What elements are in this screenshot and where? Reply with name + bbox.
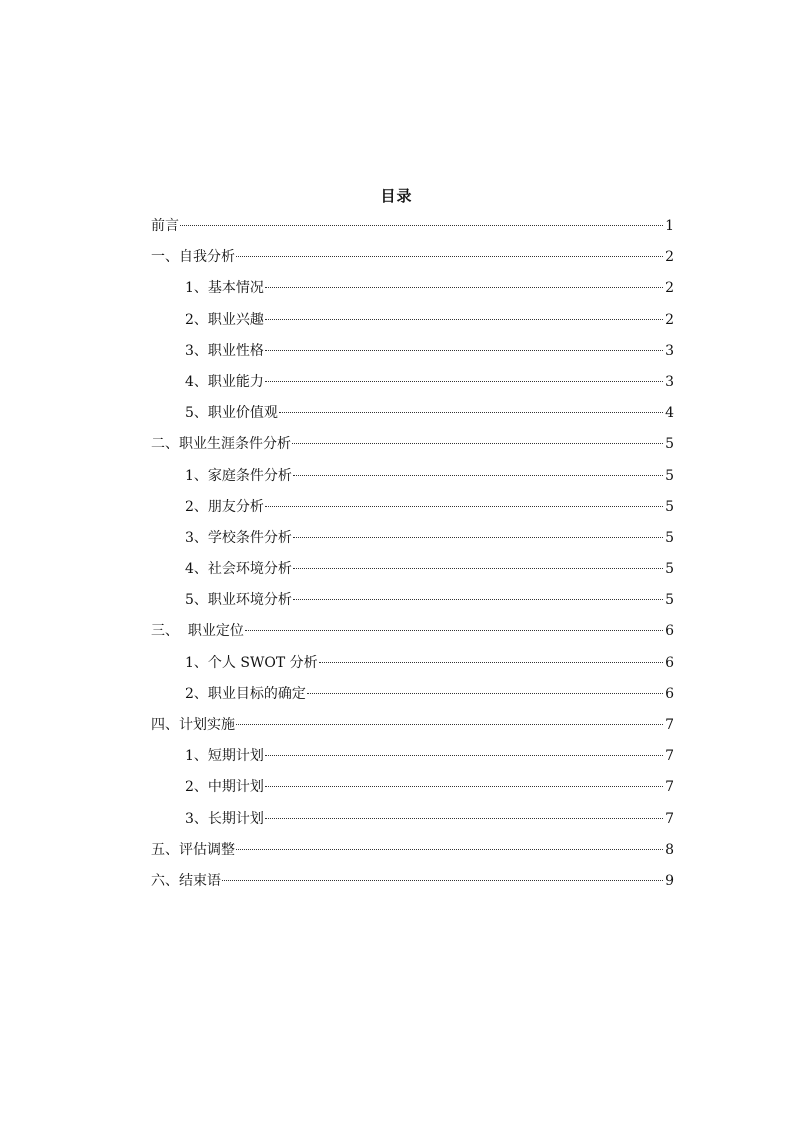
toc-entry-page: 5 <box>665 529 674 546</box>
toc-entry-label: 1、家庭条件分析 <box>185 467 292 484</box>
dot-leader <box>222 880 663 881</box>
toc-entry-preface[interactable] <box>151 211 674 242</box>
toc-entry-page: 3 <box>665 373 674 390</box>
toc-entry-label: 三、 职业定位 <box>151 623 244 640</box>
toc-entry-label: 2、职业兴趣 <box>185 311 264 328</box>
dot-leader <box>265 755 663 756</box>
toc-entry-career-ability[interactable] <box>151 367 674 398</box>
toc-entry-long-term-plan[interactable] <box>151 804 674 835</box>
toc-entry-label: 六、结束语 <box>151 872 221 889</box>
dot-leader <box>265 287 663 288</box>
toc-entry-page: 5 <box>665 436 674 453</box>
toc-entry-short-term-plan[interactable] <box>151 741 674 772</box>
toc-entry-mid-term-plan[interactable] <box>151 772 674 803</box>
toc-entry-label: 1、短期计划 <box>185 748 264 765</box>
toc-entry-label: 五、评估调整 <box>151 841 235 858</box>
toc-entry-label: 3、长期计划 <box>185 810 264 827</box>
toc-entry-school-conditions[interactable] <box>151 523 674 554</box>
toc-entry-career-interest[interactable] <box>151 305 674 336</box>
dot-leader <box>319 662 663 663</box>
dot-leader <box>265 506 663 507</box>
toc-entry-career-conditions[interactable] <box>151 429 674 460</box>
toc-entry-label: 四、计划实施 <box>151 717 235 733</box>
toc-entry-page: 2 <box>665 311 674 328</box>
toc-entry-page: 5 <box>665 592 674 609</box>
toc-entry-label: 1、基本情况 <box>185 280 264 297</box>
toc-entry-page: 7 <box>665 717 674 733</box>
toc-entry-page: 8 <box>665 841 674 858</box>
toc-entry-label: 1、个人 SWOT 分析 <box>185 654 318 671</box>
toc-entry-page: 7 <box>665 810 674 827</box>
toc-entry-career-positioning[interactable] <box>151 616 674 647</box>
toc-entry-social-environment[interactable] <box>151 554 674 585</box>
dot-leader <box>236 256 663 257</box>
dot-leader <box>265 319 663 320</box>
toc-entry-page: 7 <box>665 779 674 796</box>
toc-entry-label: 5、职业环境分析 <box>185 592 292 609</box>
toc-entry-page: 3 <box>665 342 674 359</box>
toc-entry-label: 5、职业价值观 <box>185 405 278 422</box>
dot-leader <box>293 568 663 569</box>
dot-leader <box>180 225 663 226</box>
dot-leader <box>265 786 663 787</box>
toc-entry-evaluation-adjustment[interactable] <box>151 835 674 866</box>
toc-entry-label: 2、朋友分析 <box>185 498 264 515</box>
dot-leader <box>236 724 663 725</box>
toc-entry-page: 5 <box>665 467 674 484</box>
dot-leader <box>293 475 663 476</box>
dot-leader <box>265 818 663 819</box>
toc-entry-basic-situation[interactable] <box>151 273 674 304</box>
toc-entry-page: 6 <box>665 654 674 671</box>
toc-entry-friends-analysis[interactable] <box>151 492 674 523</box>
toc-entry-family-conditions[interactable] <box>151 461 674 492</box>
toc-entry-label: 二、职业生涯条件分析 <box>151 436 291 453</box>
toc-entry-label: 3、学校条件分析 <box>185 529 292 546</box>
dot-leader <box>245 630 663 631</box>
toc-entry-label: 3、职业性格 <box>185 342 264 359</box>
toc-entry-label: 2、中期计划 <box>185 779 264 796</box>
toc-entry-label: 一、自我分析 <box>151 249 235 266</box>
dot-leader <box>293 537 663 538</box>
dot-leader <box>265 381 663 382</box>
toc-entry-page: 4 <box>665 405 674 422</box>
toc-entry-conclusion[interactable] <box>151 866 674 897</box>
toc-entry-label: 前言 <box>151 218 179 234</box>
dot-leader <box>279 412 663 413</box>
toc-entry-career-values[interactable] <box>151 398 674 429</box>
toc-entry-page: 2 <box>665 249 674 266</box>
toc-entry-career-goals[interactable] <box>151 679 674 710</box>
toc-title: 目录 <box>380 187 413 205</box>
toc-entry-page: 6 <box>665 685 674 702</box>
toc-entry-career-personality[interactable] <box>151 336 674 367</box>
toc-entry-page: 5 <box>665 498 674 515</box>
toc-entry-label: 4、社会环境分析 <box>185 561 292 578</box>
dot-leader <box>236 849 663 850</box>
toc-entry-page: 9 <box>665 872 674 889</box>
dot-leader <box>292 443 663 444</box>
toc-entry-label: 2、职业目标的确定 <box>185 685 306 702</box>
toc-entry-label: 4、职业能力 <box>185 373 264 390</box>
toc-entry-page: 1 <box>665 218 674 234</box>
dot-leader <box>265 350 663 351</box>
toc-entry-self-analysis[interactable] <box>151 242 674 273</box>
toc-entry-swot-analysis[interactable] <box>151 648 674 679</box>
toc-entry-career-environment[interactable] <box>151 585 674 616</box>
toc-entry-plan-implementation[interactable] <box>151 710 674 741</box>
toc-entry-page: 6 <box>665 623 674 640</box>
toc-entry-page: 7 <box>665 748 674 765</box>
toc-entry-page: 2 <box>665 280 674 297</box>
table-of-contents <box>151 211 674 897</box>
dot-leader <box>307 693 663 694</box>
dot-leader <box>293 599 663 600</box>
toc-entry-page: 5 <box>665 561 674 578</box>
